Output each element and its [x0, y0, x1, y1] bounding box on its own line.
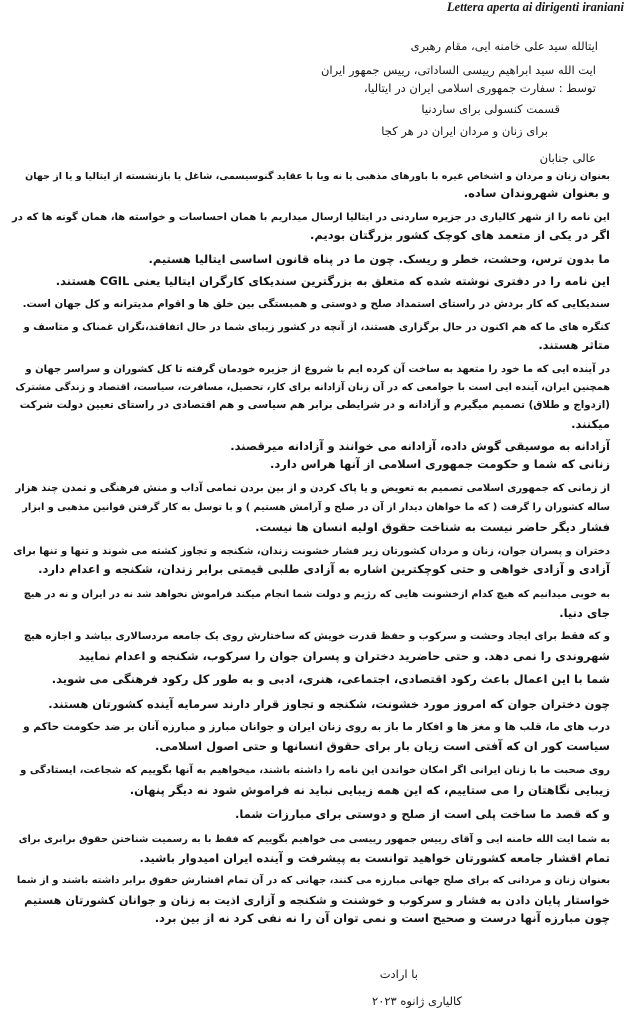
letter-line: با ارادت [379, 967, 418, 981]
letter-line: چون مبارزه آنها درست و صحیح است و نمی توان آن را نه نفی کرد نه از بین برد. [154, 911, 610, 925]
letter-line: بعنوان زنان و مردان و اشخاص غیره با باورهای مذهبی یا نه وبا با عقاید گنوسیسمی، شاغل یا بازنشسته از ایتالیا و یا از جهان [25, 171, 610, 182]
letter-line: زیبایی نگاهتان را می ستاییم، که این همه زیبایی نباید نه فراموش شود نه دیگر پنهان. [129, 783, 610, 797]
letter-line: این نامه را در دفتری نوشته شده که متعلق به بزرگترین سندیکای کارگران ایتالیا یعنی CGIL هستند. [55, 274, 610, 288]
letter-line: جای دنیا. [559, 606, 610, 620]
letter-line: ایت الله سید ابراهیم رییسی الساداتی، رییس جمهور ایران [320, 63, 596, 77]
letter-line: (ازدواج و طلاق) تصمیم میگیرم و آزادانه و در شرایطی برابر هم سیاسی و هم اقتصادی در راستای تعیین دولت شرکت [19, 399, 610, 411]
letter-line: دختران و پسران جوان، زنان و مردان کشورتان زیر فشار خشونت زندان، شکنجه و تجاوز کشته می شوند و تنها و تنها برای [13, 546, 610, 557]
letter-line: آزادانه به موسیقی گوش داده، آزادانه می خوانند و آزادانه میرقصند. [230, 439, 610, 453]
letter-line: فشار دیگر حاضر نیست به شناخت حقوق اولیه انسان ها نیست. [255, 520, 610, 534]
letter-line: تمام اقشار جامعه کشورتان خواهید توانست به پیشرفت و آینده ایران امیدوار باشید. [139, 851, 610, 865]
letter-line: متاثر هستند. [538, 338, 610, 352]
letter-line: به خوبی میدانیم که هیچ کدام ازخشونت هایی که رژیم و دولت شما انجام میکند فراموش نخواهد شد نه در ایران و نه در هیچ [23, 589, 610, 600]
letter-line: شما با این اعمال باعث رکود اقتصادی، اجتماعی، هنری، ادبی و به طور کل رکود فرهنگی می شوید. [51, 672, 610, 686]
letter-line: برای زنان و مردان ایران در هر کجا [381, 124, 548, 138]
letter-line: شهروندی را نمی دهد. و حتی حاضرید دختران و پسران جوان را سرکوب، شکنجه و اعدام نمایید [78, 649, 610, 663]
letter-line: ساله کشوران را گرفت ( که ما خواهان دیدار از آن در صلح و آرامش هستیم ) و با توسل به کار گرفتن قوانین مذهبی و ابزار [22, 502, 610, 513]
letter-line: ایتالله سید علی خامنه ایی، مقام رهبری [410, 39, 598, 53]
letter-line: توسط : سفارت جمهوری اسلامی ایران در ایتالیا، [363, 81, 596, 95]
letter-line: عالی جنابان [539, 151, 596, 165]
letter-line: کالیاری ژانوه ۲۰۲۳ [372, 994, 462, 1008]
letter-line: همچنین ایران، آینده ایی است با جوامعی که در آن زنان آزادانه برای کار، تحصیل، مسافرت، سیاست، اقتصاد و زندگی مشترک [15, 382, 610, 393]
letter-line: سیاست کور ان که آفتی است زیان بار برای حقوق انسانها و حتی اصول اسلامی. [155, 739, 610, 753]
letter-line: اگر در یکی از متعمد های کوچک کشور بزرگتان بودیم. [310, 228, 610, 242]
letter-line: و که فقط برای ایجاد وحشت و سرکوب و حفظ قدرت خویش که ساختارش روی یک جامعه مردسالاری بیاشد و اجازه هیچ [23, 631, 610, 642]
letter-line: کنگره های ما که هم اکنون در حال برگزاری هستند، از آنچه در کشور زیبای شما در حال اتفاقند،نگران غمناک و متاسف و [23, 322, 610, 333]
letter-line: چون دختران جوان که امروز مورد خشونت، شکنجه و تجاوز قرار دارند سرمایه آینده کشورتان هستند. [48, 697, 610, 711]
letter-line: از زمانی که جمهوری اسلامی تصمیم به تعویض و یا پاک کردن و از بین بردن تمامی آداب و منش فرهنگی و تمدن چند هزار [15, 483, 610, 494]
letter-line: و بعنوان شهروندان ساده. [463, 186, 610, 200]
letter-line: میکنند. [571, 417, 610, 431]
letter-line: در آینده ایی که ما خود را متعهد به ساخت آن کرده ایم با شروع از جزیره خودمان گرفته تا کل کشوران و سراسر جهان و [25, 364, 610, 375]
letter-line: و که قصد ما ساخت پلی است از صلح و دوستی برای مبارزات شما. [235, 807, 610, 821]
letter-line: درب های ما، قلب ها و مغز ها و افکار ما باز به روی زنان ایران و جوانان مبارز و مبارزه آنان بر ضد حکومت حاکم و [23, 721, 610, 733]
letter-line: قسمت کنسولی برای ساردنیا [421, 102, 560, 116]
letter-line: روی صحبت ما با زنان ایرانی اگر امکان خواندن این نامه را داشته باشند، میخواهیم به آنها بگوییم که شجاعت، ایستادگی و [20, 765, 610, 776]
letter-line: آزادی و آزادی خواهی و حتی کوچکترین اشاره به آزادی طلبی قیمتی برابر زندان، شکنجه و اعدام دارد. [38, 562, 610, 576]
letter-line: زنانی که شما و حکومت جمهوری اسلامی از آنها هراس دارد. [270, 457, 610, 471]
document-title: Lettera aperta ai dirigenti iraniani [446, 0, 624, 14]
letter-line: بعنوان زنان و مردانی که برای صلح جهانی مبارزه می کنند، جهانی که در آن تمام اقشارش حقوق برابر داشته باشند و از شما [16, 875, 610, 886]
letter-line: این نامه را از شهر کالیاری در جزیره ساردنی در ایتالیا ارسال میداریم با همان احساسات و خواسته ها، همان گونه ها که در [12, 212, 610, 223]
letter-line: خواستار پایان دادن به فشار و سرکوب و خوشنت و شکنجه و آزاری اذیت به زنان و جوانان کشورتان هستیم [24, 894, 610, 907]
letter-line: سندیکایی که کار بردش در راستای استمداد صلح و دوستی و همبستگی بین خلق ها و اقوام مدیترانه و کل جهان است. [22, 298, 610, 310]
letter-line: ما بدون ترس، وحشت، خطر و ریسک. چون ما در پناه قانون اساسی ایتالیا هستیم. [148, 252, 610, 266]
letter-line: به شما ایت الله خامنه ایی و آقای رییس جمهور رییسی می خواهیم بگوییم که فقط با به رسمیت شناختن حقوق برابری برای [18, 834, 610, 845]
